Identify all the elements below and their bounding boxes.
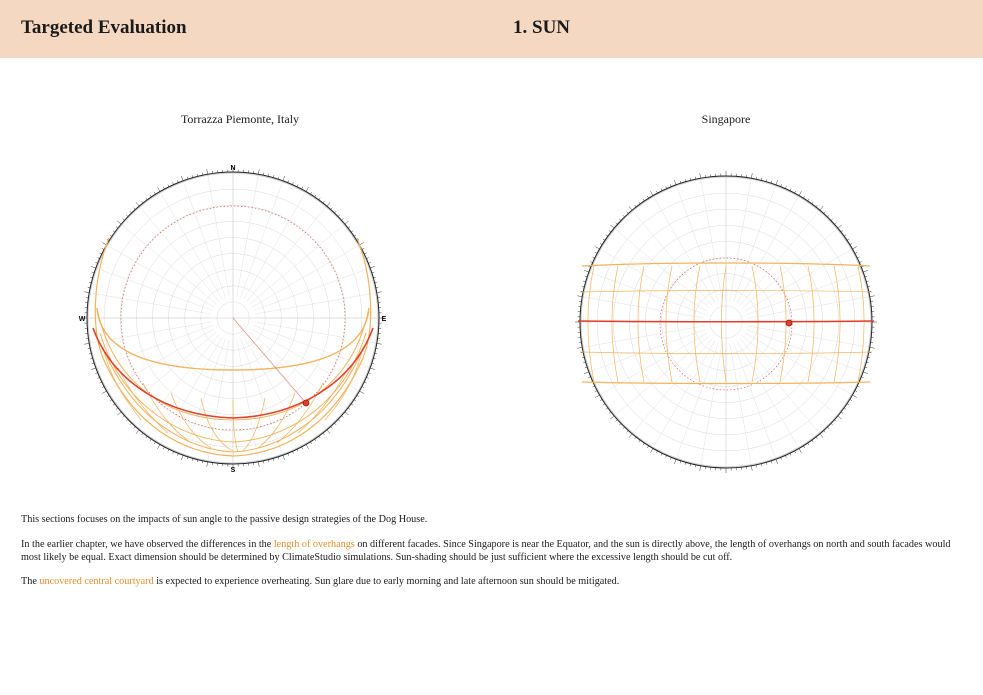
compass-west: W — [78, 316, 86, 323]
diagram-caption-singapore: Singapore — [701, 112, 751, 126]
diagram-caption-italy: Torrazza Piemonte, Italy — [180, 112, 300, 126]
intro-text: This sections focuses on the impacts of sun angle to the passive design strategies of the Dog House. — [21, 514, 428, 525]
compass-south: S — [230, 467, 236, 474]
compass-north: N — [230, 165, 236, 172]
highlight-courtyard: uncovered central courtyard — [39, 576, 154, 587]
page-title: Targeted Evaluation — [21, 17, 187, 38]
overhang-paragraph — [21, 539, 961, 564]
overhang-text-b: on different facades. Since Singapore is near the Equator, and the sun is directly above, the length of overhangs on north and south facades would most likely be equal. Exact dimension should be determined by ClimateStudio simulations. Sun-shading should be just sufficient where the excessive length should be cut off. — [21, 539, 951, 563]
courtyard-paragraph — [21, 576, 961, 589]
compass-east: E — [381, 316, 387, 323]
highlight-overhangs: length of overhangs — [273, 539, 355, 550]
section-title: 1. SUN — [513, 17, 571, 38]
overhang-text-a: In the earlier chapter, we have observed the differences in the — [21, 539, 274, 550]
sun-path-diagram-singapore — [566, 162, 886, 482]
header-bar — [0, 0, 983, 58]
courtyard-text-a: The — [21, 576, 40, 587]
sun-path-diagram-italy — [73, 158, 393, 478]
intro-paragraph — [21, 514, 961, 527]
courtyard-text-b: is expected to experience overheating. Sun glare due to early morning and late afternoon sun should be mitigated. — [153, 576, 620, 587]
